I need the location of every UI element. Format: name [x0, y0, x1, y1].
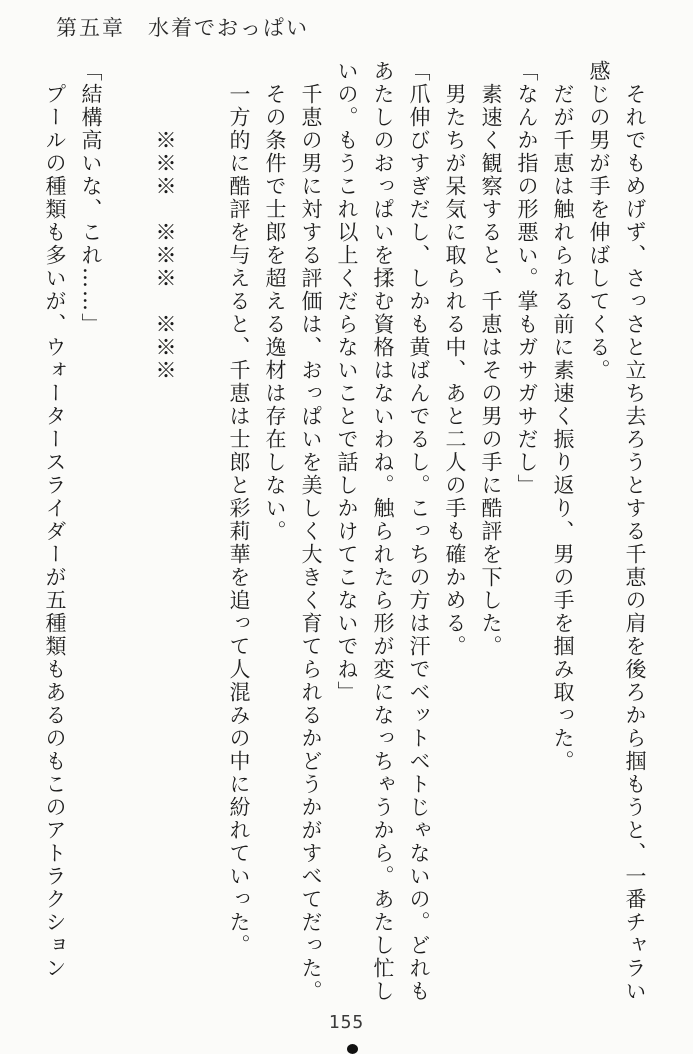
blank-line: [109, 60, 147, 1012]
binding-dot: [347, 1044, 358, 1054]
text-paragraph: プールの種類も多いが、ウォータースライダーが五種類もあるのもこのアトラクション: [43, 60, 67, 980]
text-paragraph: 「爪伸びすぎだし、しかも黄ばんでるし。こっちの方は汗でベットベトじゃないの。どれもあたしのおっぱいを揉む資格はないわね。触られたら形が変になっちゃうから。あたし忙しいの。もうこれ以上くだらないことで話しかけてこないでね」: [335, 60, 431, 1003]
text-paragraph: 一方的に酷評を与えると、千恵は士郎と彩莉華を追って人混みの中に紛れていった。: [227, 60, 251, 957]
text-paragraph: 素速く観察すると、千恵はその男の手に酷評を下した。: [479, 60, 503, 658]
text-paragraph: 「なんか指の形悪い。掌もガサガサだし」: [515, 60, 539, 497]
vertical-text-body: [37, 60, 653, 1012]
text-paragraph: その条件で士郎を超える逸材は存在しない。: [263, 60, 287, 543]
page-number: 155: [328, 1012, 365, 1033]
text-paragraph: 千恵の男に対する評価は、おっぱいを美しく大きく育てられるかどうかがすべてだった。: [299, 60, 323, 1003]
chapter-header: 第五章 水着でおっぱい: [56, 16, 309, 40]
blank-line: [183, 60, 221, 1012]
text-paragraph: 男たちが呆気に取られる中、あと二人の手も確かめる。: [443, 60, 467, 658]
text-paragraph: だが千恵は触れられる前に素速く振り返り、男の手を掴み取った。: [551, 60, 575, 773]
text-paragraph: 「結構高いな、これ……」: [79, 60, 103, 336]
text-paragraph: ※※※ ※※※ ※※※: [153, 60, 177, 382]
text-paragraph: それでもめげず、さっさと立ち去ろうとする千恵の肩を後ろから掴もうと、一番チャラい感じの男が手を伸ばしてくる。: [587, 60, 647, 1003]
